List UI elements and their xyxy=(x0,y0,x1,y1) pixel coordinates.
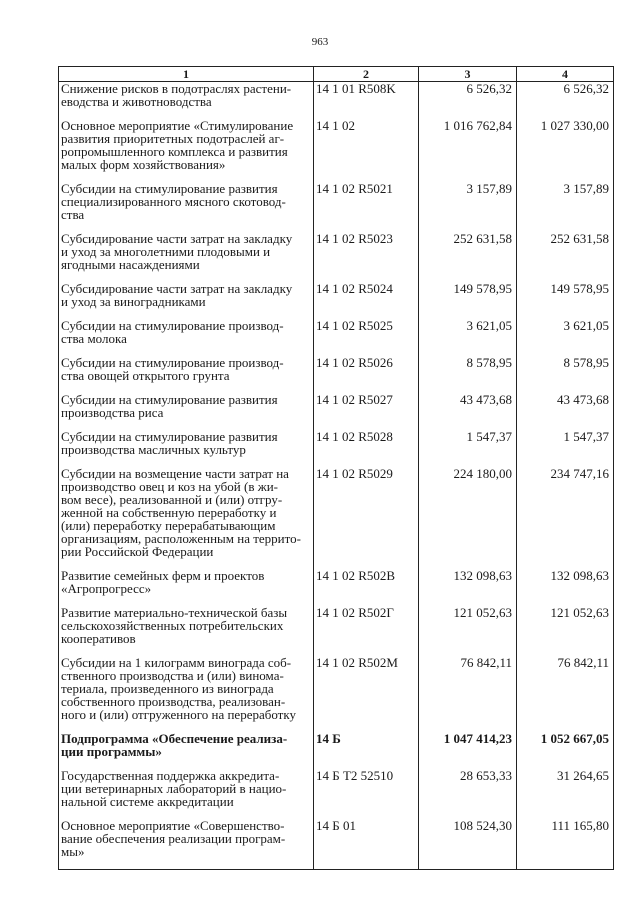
row-value-1-cell: 3 157,89 xyxy=(419,182,517,232)
row-value-2-cell: 1 547,37 xyxy=(517,430,614,467)
row-value-1-cell: 1 047 414,23 xyxy=(419,732,517,769)
table-row xyxy=(59,430,614,467)
row-name-cell: Развитие семейных ферм и проектов «Агропрогресс» xyxy=(59,569,314,606)
row-value-2-cell: 3 621,05 xyxy=(517,319,614,356)
row-value-2-cell: 3 157,89 xyxy=(517,182,614,232)
table-row xyxy=(59,769,614,819)
table-row xyxy=(59,606,614,656)
row-name-cell: Субсидии на стимулирование развития производства риса xyxy=(59,393,314,430)
row-code-cell: 14 1 02 R5023 xyxy=(314,232,419,282)
row-name-cell: Подпрограмма «Обеспечение реализа- ции программы» xyxy=(59,732,314,769)
row-code-cell: 14 1 02 R5028 xyxy=(314,430,419,467)
row-value-2-cell: 252 631,58 xyxy=(517,232,614,282)
row-code-cell: 14 1 02 R5024 xyxy=(314,282,419,319)
table-row xyxy=(59,82,614,120)
page-number: 963 xyxy=(311,36,329,48)
row-name-cell: Субсидии на возмещение части затрат на производство овец и коз на убой (в жи- вом весе), реализованной и (или) отгру- женной на собственную переработку и (или) переработку перерабатывающим организациям, расположенным на террито- рии Российской Федерации xyxy=(59,467,314,569)
row-value-1-cell: 43 473,68 xyxy=(419,393,517,430)
column-header-3: 3 xyxy=(419,67,517,82)
table-row xyxy=(59,467,614,569)
row-value-2-cell: 234 747,16 xyxy=(517,467,614,569)
table-row xyxy=(59,356,614,393)
table-row xyxy=(59,732,614,769)
table-row xyxy=(59,819,614,870)
row-code-cell: 14 Б Т2 52510 xyxy=(314,769,419,819)
row-name-cell: Субсидии на стимулирование производ- ства молока xyxy=(59,319,314,356)
table-row xyxy=(59,182,614,232)
row-value-1-cell: 149 578,95 xyxy=(419,282,517,319)
table-row xyxy=(59,232,614,282)
row-value-1-cell: 252 631,58 xyxy=(419,232,517,282)
row-value-2-cell: 6 526,32 xyxy=(517,82,614,120)
row-value-1-cell: 224 180,00 xyxy=(419,467,517,569)
row-name-cell: Субсидии на стимулирование развития специализированного мясного скотовод- ства xyxy=(59,182,314,232)
row-value-1-cell: 121 052,63 xyxy=(419,606,517,656)
column-header-1: 1 xyxy=(59,67,314,82)
row-value-1-cell: 132 098,63 xyxy=(419,569,517,606)
row-code-cell: 14 1 02 R502B xyxy=(314,569,419,606)
column-header-2: 2 xyxy=(314,67,419,82)
table-row xyxy=(59,656,614,732)
row-value-2-cell: 1 027 330,00 xyxy=(517,119,614,182)
row-code-cell: 14 1 02 R5026 xyxy=(314,356,419,393)
row-name-cell: Государственная поддержка аккредита- ции ветеринарных лабораторий в нацио- нальной системе аккредитации xyxy=(59,769,314,819)
row-value-2-cell: 1 052 667,05 xyxy=(517,732,614,769)
table-row xyxy=(59,119,614,182)
row-name-cell: Субсидии на стимулирование производ- ства овощей открытого грунта xyxy=(59,356,314,393)
row-name-cell: Субсидирование части затрат на закладку и уход за виноградниками xyxy=(59,282,314,319)
row-code-cell: 14 1 02 R502Г xyxy=(314,606,419,656)
table-row xyxy=(59,282,614,319)
row-name-cell: Основное мероприятие «Совершенство- вание обеспечения реализации програм- мы» xyxy=(59,819,314,870)
row-code-cell: 14 1 02 R5025 xyxy=(314,319,419,356)
row-code-cell: 14 1 02 R5021 xyxy=(314,182,419,232)
row-name-cell: Субсидии на 1 килограмм винограда соб- ственного производства и (или) винома- териала, произведенного из винограда собственного производства, реализован- ного и (или) отгруженного на переработку xyxy=(59,656,314,732)
row-value-1-cell: 1 016 762,84 xyxy=(419,119,517,182)
row-value-1-cell: 1 547,37 xyxy=(419,430,517,467)
row-code-cell: 14 Б xyxy=(314,732,419,769)
row-name-cell: Снижение рисков в подотраслях растени- еводства и животноводства xyxy=(59,82,314,120)
row-value-2-cell: 43 473,68 xyxy=(517,393,614,430)
row-code-cell: 14 1 01 R508K xyxy=(314,82,419,120)
row-code-cell: 14 1 02 R5029 xyxy=(314,467,419,569)
row-name-cell: Субсидии на стимулирование развития производства масличных культур xyxy=(59,430,314,467)
row-value-2-cell: 149 578,95 xyxy=(517,282,614,319)
row-code-cell: 14 1 02 R502M xyxy=(314,656,419,732)
table-row xyxy=(59,569,614,606)
row-value-1-cell: 28 653,33 xyxy=(419,769,517,819)
budget-table xyxy=(58,66,614,870)
row-name-cell: Развитие материально-технической базы сельскохозяйственных потребительских кооперативов xyxy=(59,606,314,656)
row-code-cell: 14 Б 01 xyxy=(314,819,419,870)
table-row xyxy=(59,319,614,356)
table-header-row xyxy=(59,67,614,82)
row-code-cell: 14 1 02 xyxy=(314,119,419,182)
row-value-2-cell: 76 842,11 xyxy=(517,656,614,732)
row-name-cell: Основное мероприятие «Стимулирование развития приоритетных подотраслей аг- ропромышленного комплекса и развития малых форм хозяйствования» xyxy=(59,119,314,182)
row-value-1-cell: 8 578,95 xyxy=(419,356,517,393)
row-value-1-cell: 3 621,05 xyxy=(419,319,517,356)
row-value-2-cell: 121 052,63 xyxy=(517,606,614,656)
row-value-2-cell: 31 264,65 xyxy=(517,769,614,819)
column-header-4: 4 xyxy=(517,67,614,82)
row-value-2-cell: 8 578,95 xyxy=(517,356,614,393)
row-value-2-cell: 111 165,80 xyxy=(517,819,614,870)
row-code-cell: 14 1 02 R5027 xyxy=(314,393,419,430)
row-value-1-cell: 76 842,11 xyxy=(419,656,517,732)
row-value-1-cell: 6 526,32 xyxy=(419,82,517,120)
table-row xyxy=(59,393,614,430)
row-value-2-cell: 132 098,63 xyxy=(517,569,614,606)
row-value-1-cell: 108 524,30 xyxy=(419,819,517,870)
row-name-cell: Субсидирование части затрат на закладку и уход за многолетними плодовыми и ягодными насаждениями xyxy=(59,232,314,282)
